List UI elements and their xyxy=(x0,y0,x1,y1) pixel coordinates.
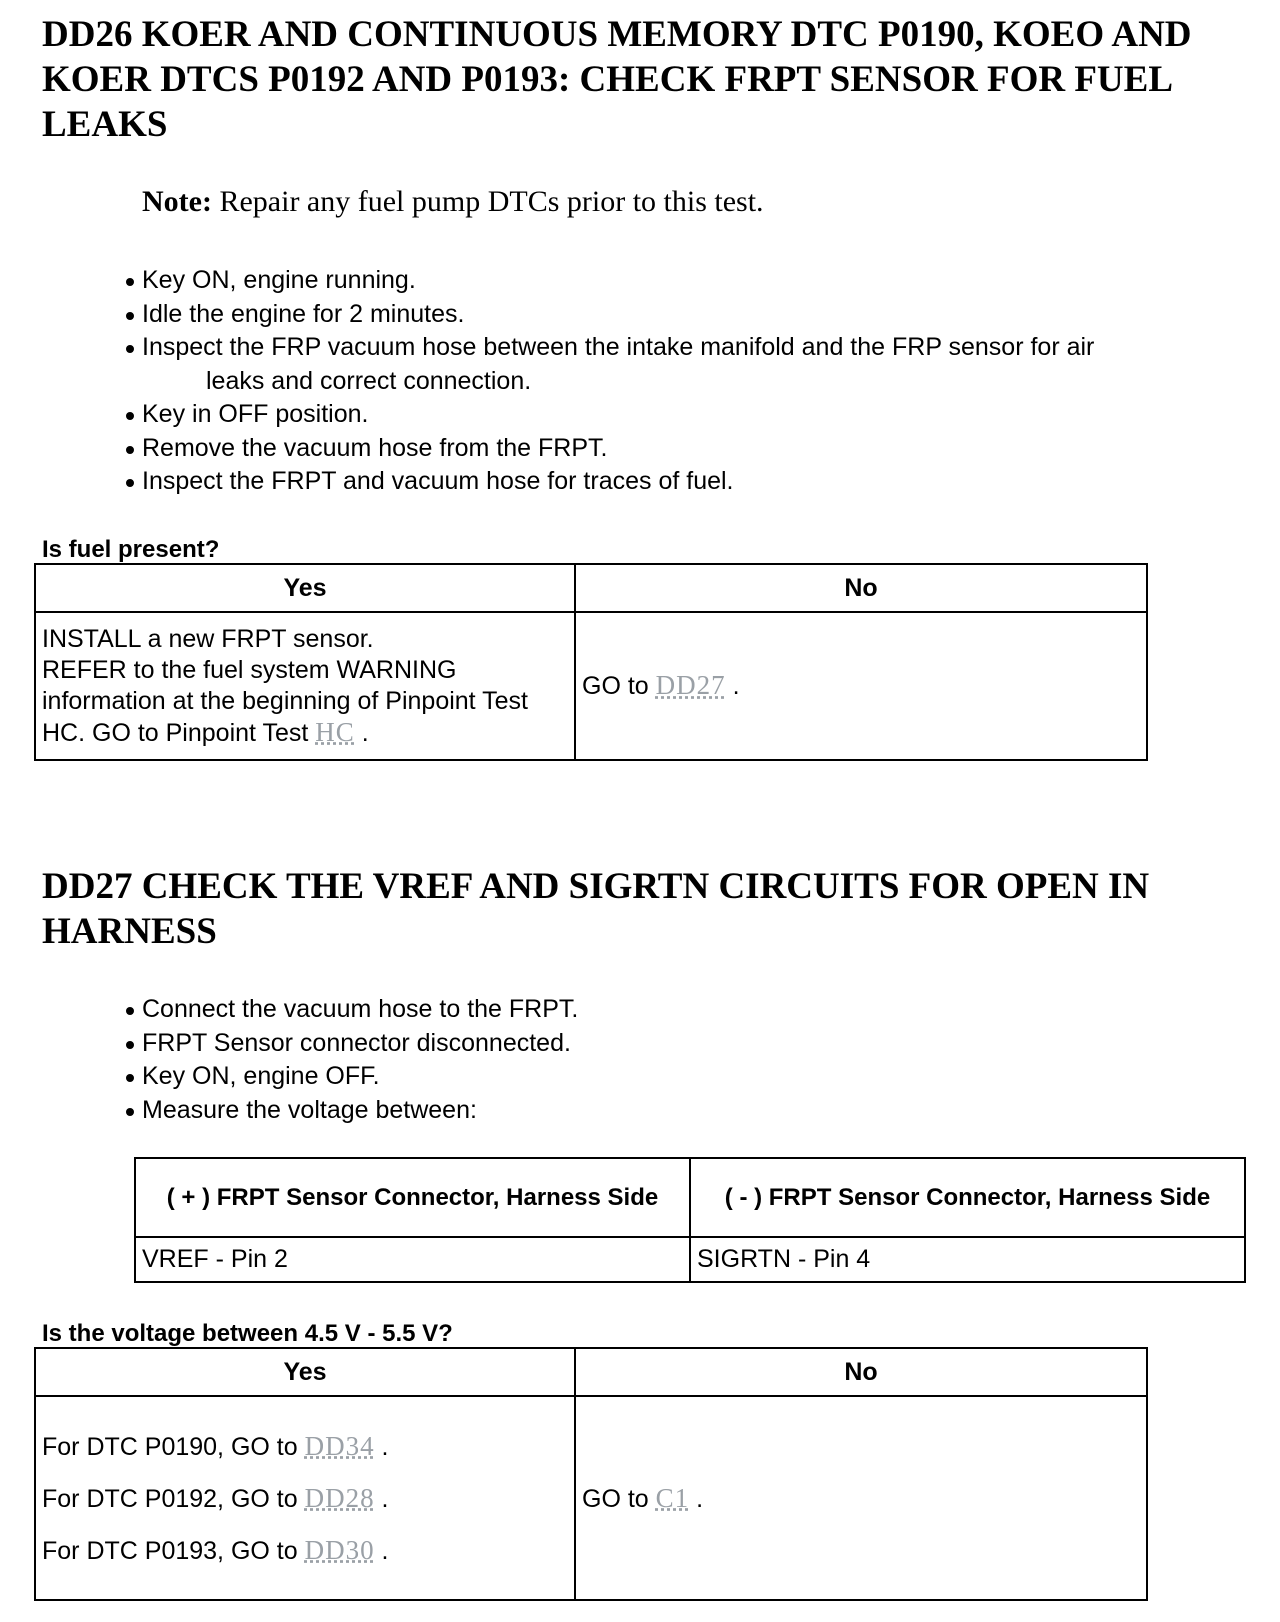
list-item: Idle the engine for 2 minutes. xyxy=(122,298,1222,332)
yes-cell xyxy=(35,612,575,760)
list-item xyxy=(122,331,1222,398)
table-header-row xyxy=(35,1348,1147,1396)
no-suffix: . xyxy=(725,672,740,700)
no-cell xyxy=(575,612,1147,760)
yes-line xyxy=(42,717,568,749)
link-dd34[interactable]: DD34 xyxy=(304,1430,375,1461)
yes-line-p0192 xyxy=(42,1481,568,1516)
section-dd26-heading: DD26 KOER AND CONTINUOUS MEMORY DTC P0190, KOEO AND KOER DTCS P0192 AND P0193: CHECK FRPT SENSOR FOR FUEL LEAKS xyxy=(42,14,1192,145)
yes-line-text: For DTC P0190, GO to xyxy=(42,1432,305,1461)
negative-lead-value: SIGRTN - Pin 4 xyxy=(690,1237,1245,1282)
voltage-measurement-table xyxy=(134,1157,1246,1283)
dd27-question: Is the voltage between 4.5 V - 5.5 V? xyxy=(42,1320,453,1347)
note-text: Repair any fuel pump DTCs prior to this test. xyxy=(211,185,764,218)
yes-header: Yes xyxy=(35,1348,575,1396)
yes-line-text: For DTC P0192, GO to xyxy=(42,1484,305,1513)
table-header-row xyxy=(135,1158,1245,1237)
no-cell xyxy=(575,1396,1147,1600)
negative-lead-header: ( - ) FRPT Sensor Connector, Harness Side xyxy=(690,1158,1245,1237)
link-dd30[interactable]: DD30 xyxy=(304,1534,375,1565)
yes-line-suffix: . xyxy=(374,1432,389,1461)
table-row xyxy=(35,612,1147,760)
list-item: Inspect the FRPT and vacuum hose for traces of fuel. xyxy=(122,465,1222,499)
no-header: No xyxy=(575,564,1147,612)
no-header: No xyxy=(575,1348,1147,1396)
list-item: Key ON, engine OFF. xyxy=(122,1060,1222,1094)
dd26-steps-list xyxy=(122,264,1222,499)
yes-line-suffix: . xyxy=(374,1484,389,1513)
yes-header: Yes xyxy=(35,564,575,612)
dd27-result-table xyxy=(34,1347,1148,1601)
list-item-text: Inspect the FRP vacuum hose between the intake manifold and the FRP sensor for air xyxy=(142,333,1095,361)
no-text: GO to xyxy=(582,1484,656,1513)
dd26-result-table xyxy=(34,563,1148,761)
note-label: Note: xyxy=(142,185,212,218)
list-item: Key ON, engine running. xyxy=(122,264,1222,298)
link-dd28[interactable]: DD28 xyxy=(304,1482,375,1513)
yes-line-suffix: . xyxy=(374,1536,389,1565)
dd27-steps-list xyxy=(122,993,1222,1127)
no-suffix: . xyxy=(689,1484,704,1513)
link-dd27[interactable]: DD27 xyxy=(655,670,726,700)
yes-line-p0190 xyxy=(42,1429,568,1464)
table-header-row xyxy=(35,564,1147,612)
list-item: Connect the vacuum hose to the FRPT. xyxy=(122,993,1222,1027)
list-item: Key in OFF position. xyxy=(122,398,1222,432)
yes-line: INSTALL a new FRPT sensor. xyxy=(42,624,374,653)
yes-line: information at the beginning of Pinpoint Test xyxy=(42,686,528,715)
list-item: FRPT Sensor connector disconnected. xyxy=(122,1027,1222,1061)
list-item: Measure the voltage between: xyxy=(122,1094,1222,1128)
no-text: GO to xyxy=(582,672,656,700)
table-row xyxy=(35,1396,1147,1600)
positive-lead-header: ( + ) FRPT Sensor Connector, Harness Side xyxy=(135,1158,690,1237)
yes-line: REFER to the fuel system WARNING xyxy=(42,655,457,684)
dd26-question: Is fuel present? xyxy=(42,536,220,563)
yes-line-text: For DTC P0193, GO to xyxy=(42,1536,305,1565)
yes-line-p0193 xyxy=(42,1533,568,1568)
link-c1[interactable]: C1 xyxy=(655,1482,690,1513)
table-row xyxy=(135,1237,1245,1282)
yes-line-suffix: . xyxy=(354,718,369,747)
positive-lead-value: VREF - Pin 2 xyxy=(135,1237,690,1282)
link-hc[interactable]: HC xyxy=(315,716,355,747)
list-item-continuation: leaks and correct connection. xyxy=(206,366,532,395)
list-item: Remove the vacuum hose from the FRPT. xyxy=(122,432,1222,466)
yes-line-text: HC. GO to Pinpoint Test xyxy=(42,718,316,747)
yes-cell xyxy=(35,1396,575,1600)
section-dd27-heading: DD27 CHECK THE VREF AND SIGRTN CIRCUITS FOR OPEN IN HARNESS xyxy=(42,866,1150,952)
note xyxy=(142,184,764,220)
